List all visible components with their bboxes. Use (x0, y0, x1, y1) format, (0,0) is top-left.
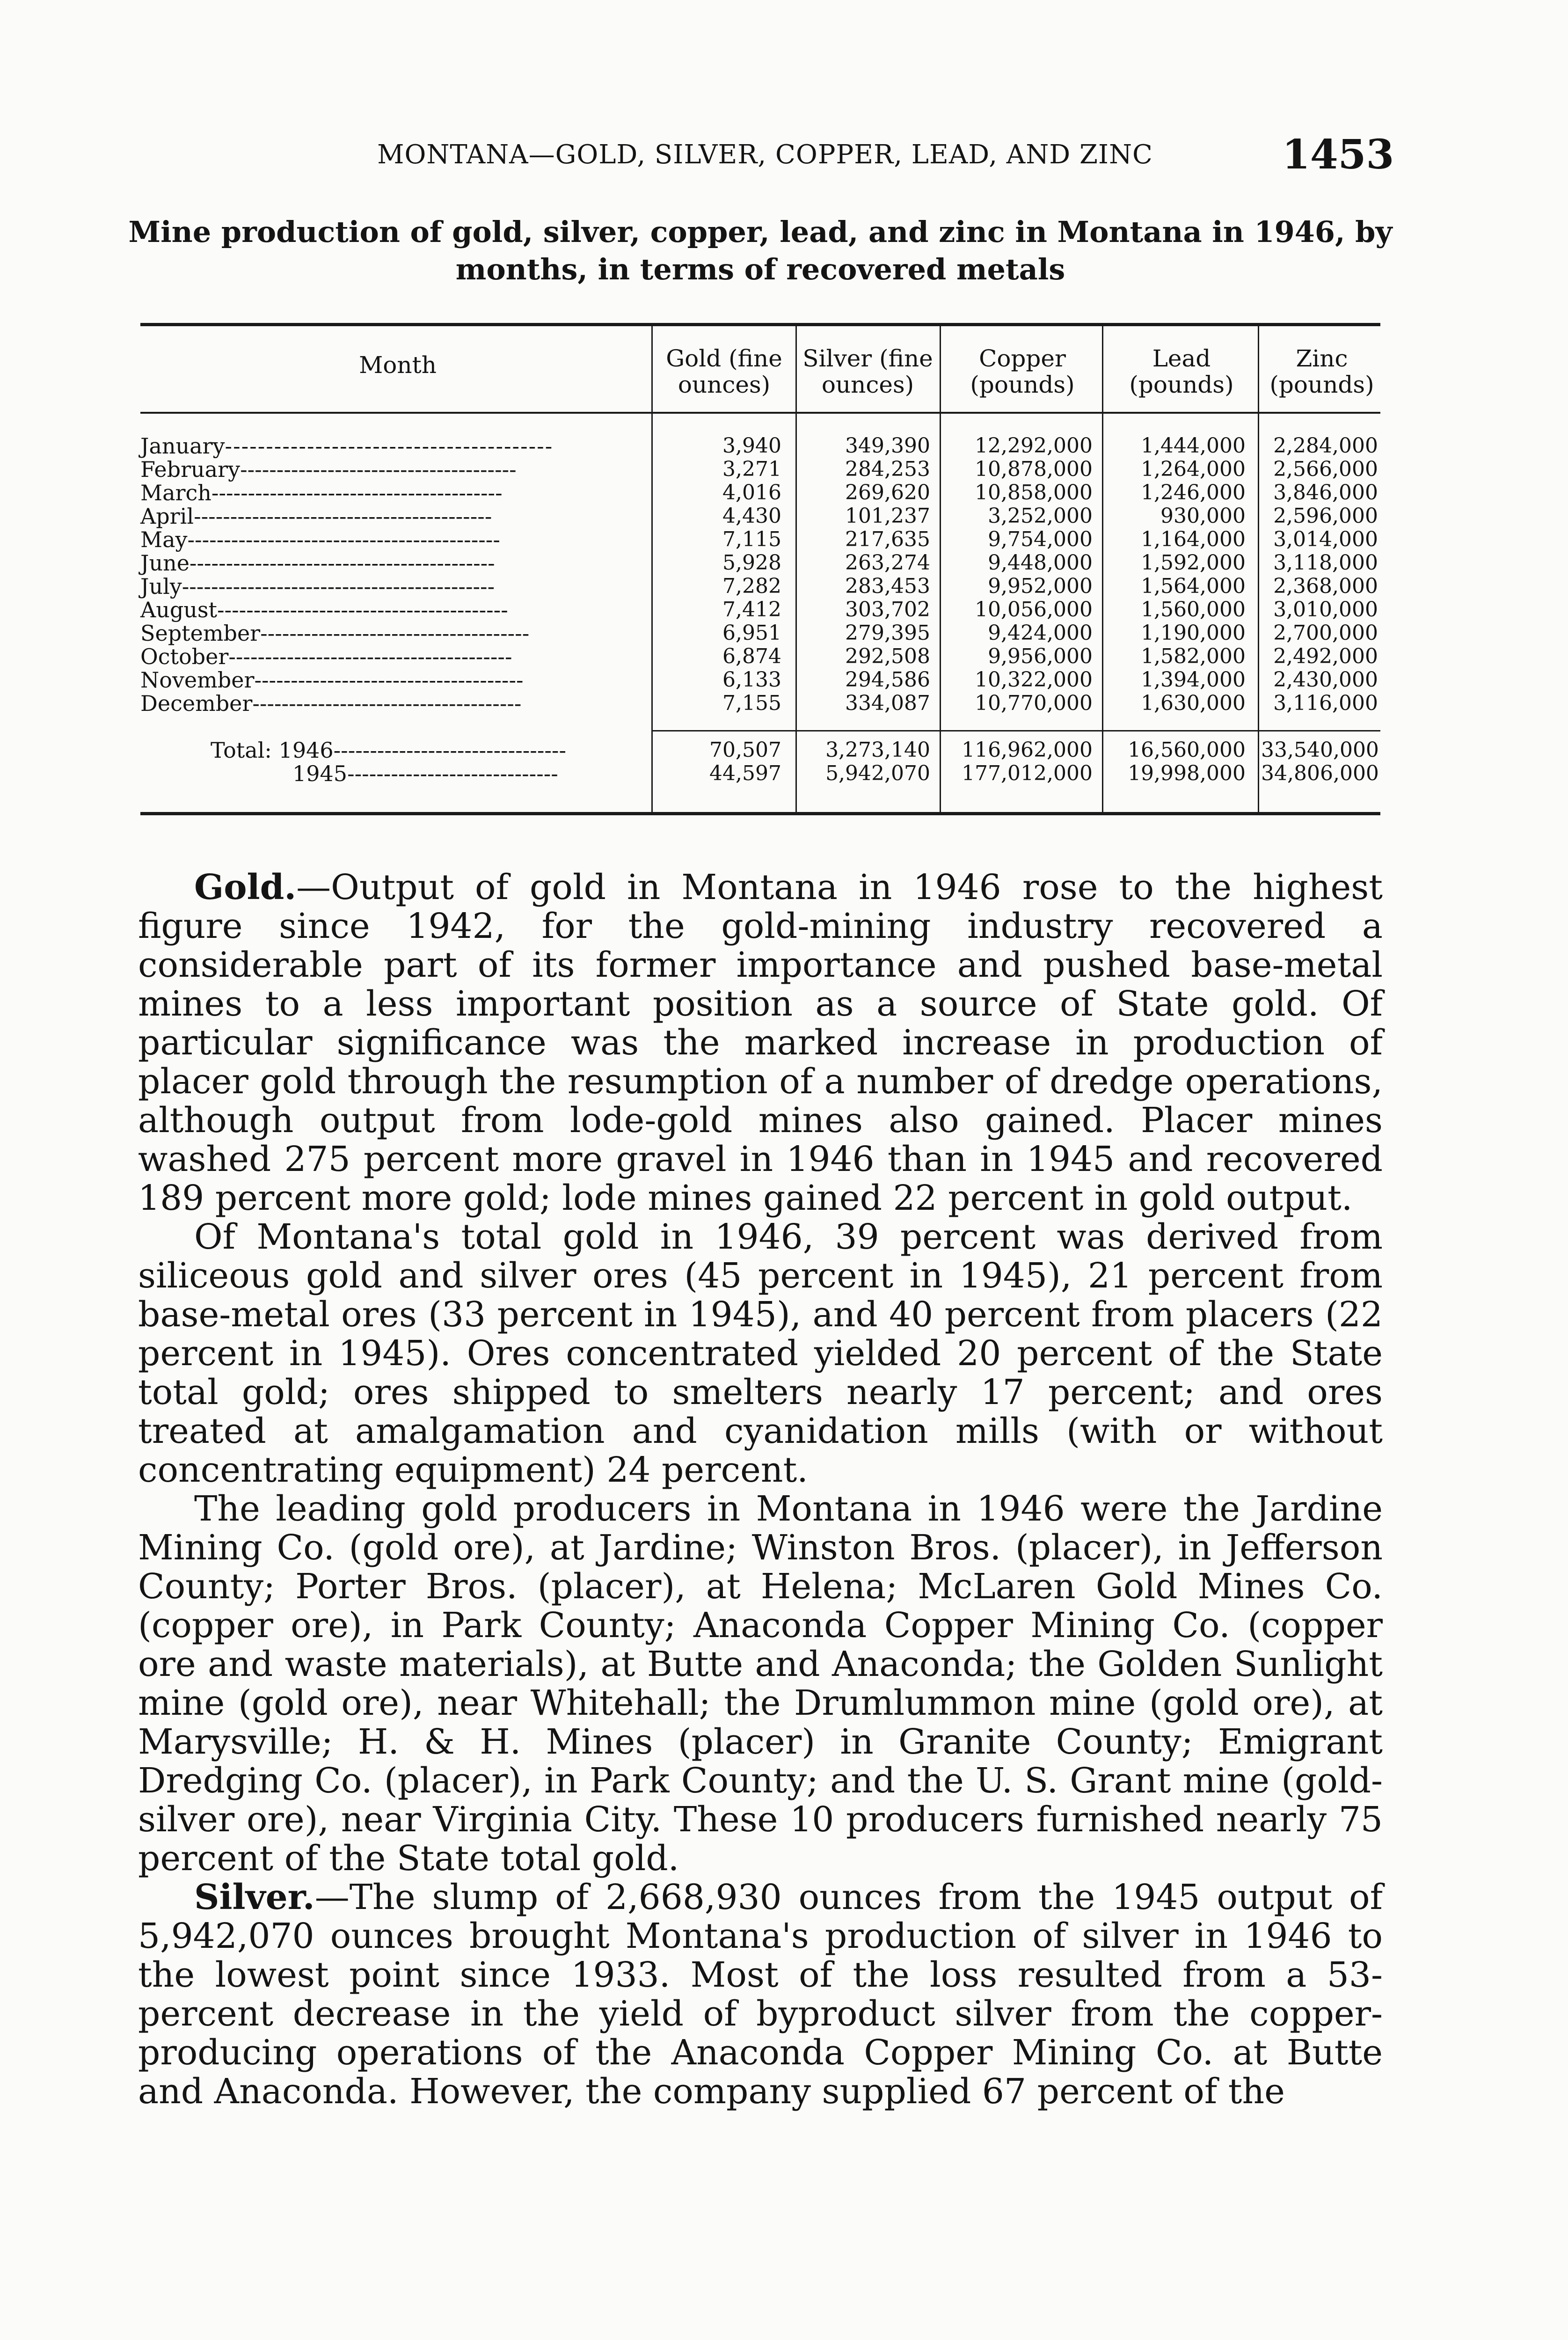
table-cell: 1,190,000 (1141, 621, 1246, 645)
table-cell: 294,586 (845, 668, 930, 692)
gold-column (655, 434, 781, 715)
table-cell: 6,133 (722, 668, 781, 692)
table-cell: 3,116,000 (1273, 691, 1378, 715)
table-cell: 334,087 (845, 691, 930, 715)
table-row-label: July------------------------------------------- (140, 574, 495, 599)
header-lead: Lead (pounds) (1129, 345, 1234, 398)
table-cell: 3,273,140 (825, 738, 930, 762)
table-cell: 4,430 (722, 504, 781, 528)
table-row-label: March---------------------------------------- (140, 480, 503, 505)
totals-zinc (1261, 739, 1378, 785)
zinc-column (1261, 434, 1378, 715)
section-heading: Gold. (194, 867, 297, 907)
column-divider (651, 326, 653, 812)
body-text (138, 868, 1383, 2111)
table-row-label: September------------------------------------- (140, 621, 530, 646)
table-cell: 217,635 (845, 527, 930, 551)
table-cell: 33,540,000 (1261, 738, 1379, 762)
table-cell: 4,016 (722, 481, 781, 505)
column-divider (940, 326, 941, 812)
header-gold: Gold (fine ounces) (666, 345, 782, 398)
table-cell: 1,560,000 (1141, 598, 1246, 622)
table-cell: 10,322,000 (975, 668, 1093, 692)
table-cell: 2,368,000 (1273, 574, 1378, 598)
table-cell: 7,155 (722, 691, 781, 715)
paragraph-gold: Gold.—Output of gold in Montana in 1946 rose to the highest figure since 1942, for the gold-mining industry recovered a considerable part of its former importance and pushed base-metal mines to a less important position as a source of State gold. Of particular significance was the marked increase in production of placer gold through the resumption of a number of dredge operations, although output from lode-gold mines also gained. Placer mines washed 275 percent more gravel in 1946 than in 1945 and recovered 189 percent more gold; lode mines gained 22 percent in gold output. (138, 867, 1383, 1218)
table-cell: 34,806,000 (1261, 761, 1379, 785)
table-cell: 5,928 (722, 551, 781, 575)
table-cell: 9,754,000 (988, 527, 1093, 551)
table-cell: 19,998,000 (1128, 761, 1246, 785)
paragraph-silver: Silver.—The slump of 2,668,930 ounces from the 1945 output of 5,942,070 ounces brought Montana's production of silver in 1946 to the lowest point since 1933. Most of the loss resulted from a 53-percent decrease in the yield of byproduct silver from the copper-producing operations of the Anaconda Copper Mining Co. at Butte and Anaconda. However, the company supplied 67 percent of the (138, 1877, 1383, 2112)
table-cell: 2,492,000 (1273, 644, 1378, 668)
table-cell: 7,412 (722, 598, 781, 622)
table-totals-rule (653, 730, 1380, 731)
table-cell: 3,846,000 (1273, 481, 1378, 505)
table-row-label: October--------------------------------------- (140, 644, 512, 669)
section-heading: Silver. (194, 1877, 315, 1917)
table-header-rule (140, 412, 1380, 414)
table-cell: 1,394,000 (1141, 668, 1246, 692)
table-caption: Mine production of gold, silver, copper, lead, and zinc in Montana in 1946, by months, in terms of recovered metals (128, 215, 1393, 286)
running-title: MONTANA—GOLD, SILVER, COPPER, LEAD, AND ZINC (377, 139, 1153, 170)
table-cell: 9,952,000 (988, 574, 1093, 598)
table-cell: 10,858,000 (975, 481, 1093, 505)
table-cell: 9,424,000 (988, 621, 1093, 645)
header-silver: Silver (fine ounces) (802, 345, 933, 398)
table-cell: 3,940 (722, 434, 781, 458)
table-cell: 10,878,000 (975, 457, 1093, 481)
page-number: 1453 (1282, 131, 1394, 178)
totals-gold (655, 739, 781, 785)
table-cell: 292,508 (845, 644, 930, 668)
table-top-rule (140, 323, 1380, 326)
table-cell: 1,264,000 (1141, 457, 1246, 481)
total-1945-label: 1945----------------------------- (292, 761, 558, 786)
table-cell: 9,956,000 (988, 644, 1093, 668)
table-cell: 2,700,000 (1273, 621, 1378, 645)
table-cell: 16,560,000 (1128, 738, 1246, 762)
column-divider (795, 326, 797, 812)
table-cell: 2,566,000 (1273, 457, 1378, 481)
table-cell: 1,564,000 (1141, 574, 1246, 598)
table-cell: 1,444,000 (1141, 434, 1246, 458)
table-bottom-rule (140, 812, 1380, 815)
table-cell: 3,014,000 (1273, 527, 1378, 551)
copper-column (943, 434, 1093, 715)
table-cell: 1,630,000 (1141, 691, 1246, 715)
table-cell: 116,962,000 (962, 738, 1093, 762)
table-cell: 101,237 (845, 504, 930, 528)
paragraph-gold-producers: The leading gold producers in Montana in 1946 were the Jardine Mining Co. (gold ore), at Jardine; Winston Bros. (placer), in Jefferson County; Porter Bros. (placer), at Helena; McLaren Gold Mines Co. (copper ore), in Park County; Anaconda Copper Mining Co. (copper ore and waste materials), at Butte and Anaconda; the Golden Sunlight mine (gold ore), near Whitehall; the Drumlummon mine (gold ore), at Marysville; H. & H. Mines (placer) in Granite County; Emigrant Dredging Co. (placer), in Park County; and the U. S. Grant mine (gold-silver ore), near Virginia City. These 10 producers furnished nearly 75 percent of the State total gold. (138, 1489, 1383, 1879)
table-cell: 930,000 (1160, 504, 1246, 528)
table-cell: 284,253 (845, 457, 930, 481)
table-cell: 3,118,000 (1273, 551, 1378, 575)
header-zinc: Zinc (pounds) (1269, 345, 1374, 398)
table-cell: 1,592,000 (1141, 551, 1246, 575)
table-cell: 269,620 (845, 481, 930, 505)
table-cell: 2,430,000 (1273, 668, 1378, 692)
paragraph-gold-sources: Of Montana's total gold in 1946, 39 percent was derived from siliceous gold and silver ores (45 percent in 1945), 21 percent from base-metal ores (33 percent in 1945), and 40 percent from placers (22 percent in 1945). Ores concentrated yielded 20 percent of the State total gold; ores shipped to smelters nearly 17 percent; and ores treated at amalgamation and cyanidation mills (with or without concentrating equipment) 24 percent. (138, 1217, 1383, 1490)
table-cell: 6,874 (722, 644, 781, 668)
table-cell: 303,702 (845, 598, 930, 622)
table-cell: 12,292,000 (975, 434, 1093, 458)
month-column (140, 434, 636, 715)
table-row-label: November------------------------------------- (140, 667, 524, 693)
table-cell: 2,596,000 (1273, 504, 1378, 528)
totals-copper (943, 739, 1093, 785)
table-cell: 2,284,000 (1273, 434, 1378, 458)
table-cell: 279,395 (845, 621, 930, 645)
table-cell: 9,448,000 (988, 551, 1093, 575)
table-row-label: June------------------------------------------ (140, 550, 495, 576)
table-cell: 10,056,000 (975, 598, 1093, 622)
table-cell: 1,164,000 (1141, 527, 1246, 551)
lead-column (1105, 434, 1246, 715)
table-cell: 1,246,000 (1141, 481, 1246, 505)
table-row-label: April----------------------------------------- (140, 504, 492, 529)
table-cell: 10,770,000 (975, 691, 1093, 715)
silver-column (799, 434, 930, 715)
table-cell: 263,274 (845, 551, 930, 575)
totals-lead (1105, 739, 1246, 785)
table-cell: 5,942,070 (825, 761, 930, 785)
column-divider (1102, 326, 1103, 812)
table-cell: 1,582,000 (1141, 644, 1246, 668)
table-cell: 283,453 (845, 574, 930, 598)
table-row-label: May------------------------------------------- (140, 527, 500, 552)
totals-silver (799, 739, 930, 785)
table-cell: 177,012,000 (962, 761, 1093, 785)
table-row-label: January---------------------------------------- (140, 433, 554, 459)
totals-labels (140, 739, 636, 785)
table-cell: 349,390 (845, 434, 930, 458)
table-row-label: August---------------------------------------- (140, 597, 508, 622)
header-month: Month (359, 351, 437, 379)
table-cell: 44,597 (709, 761, 781, 785)
table-cell: 3,271 (722, 457, 781, 481)
table-row-label: December------------------------------------- (140, 691, 522, 716)
table-row-label: February-------------------------------------- (140, 457, 517, 482)
table-cell: 6,951 (722, 621, 781, 645)
table-cell: 70,507 (709, 738, 781, 762)
table-cell: 7,282 (722, 574, 781, 598)
table-cell: 7,115 (722, 527, 781, 551)
table-cell: 3,252,000 (988, 504, 1093, 528)
table-cell: 3,010,000 (1273, 598, 1378, 622)
total-1946-label: Total: 1946-------------------------------- (211, 738, 566, 763)
column-divider (1258, 326, 1259, 812)
header-copper: Copper (pounds) (970, 345, 1075, 398)
